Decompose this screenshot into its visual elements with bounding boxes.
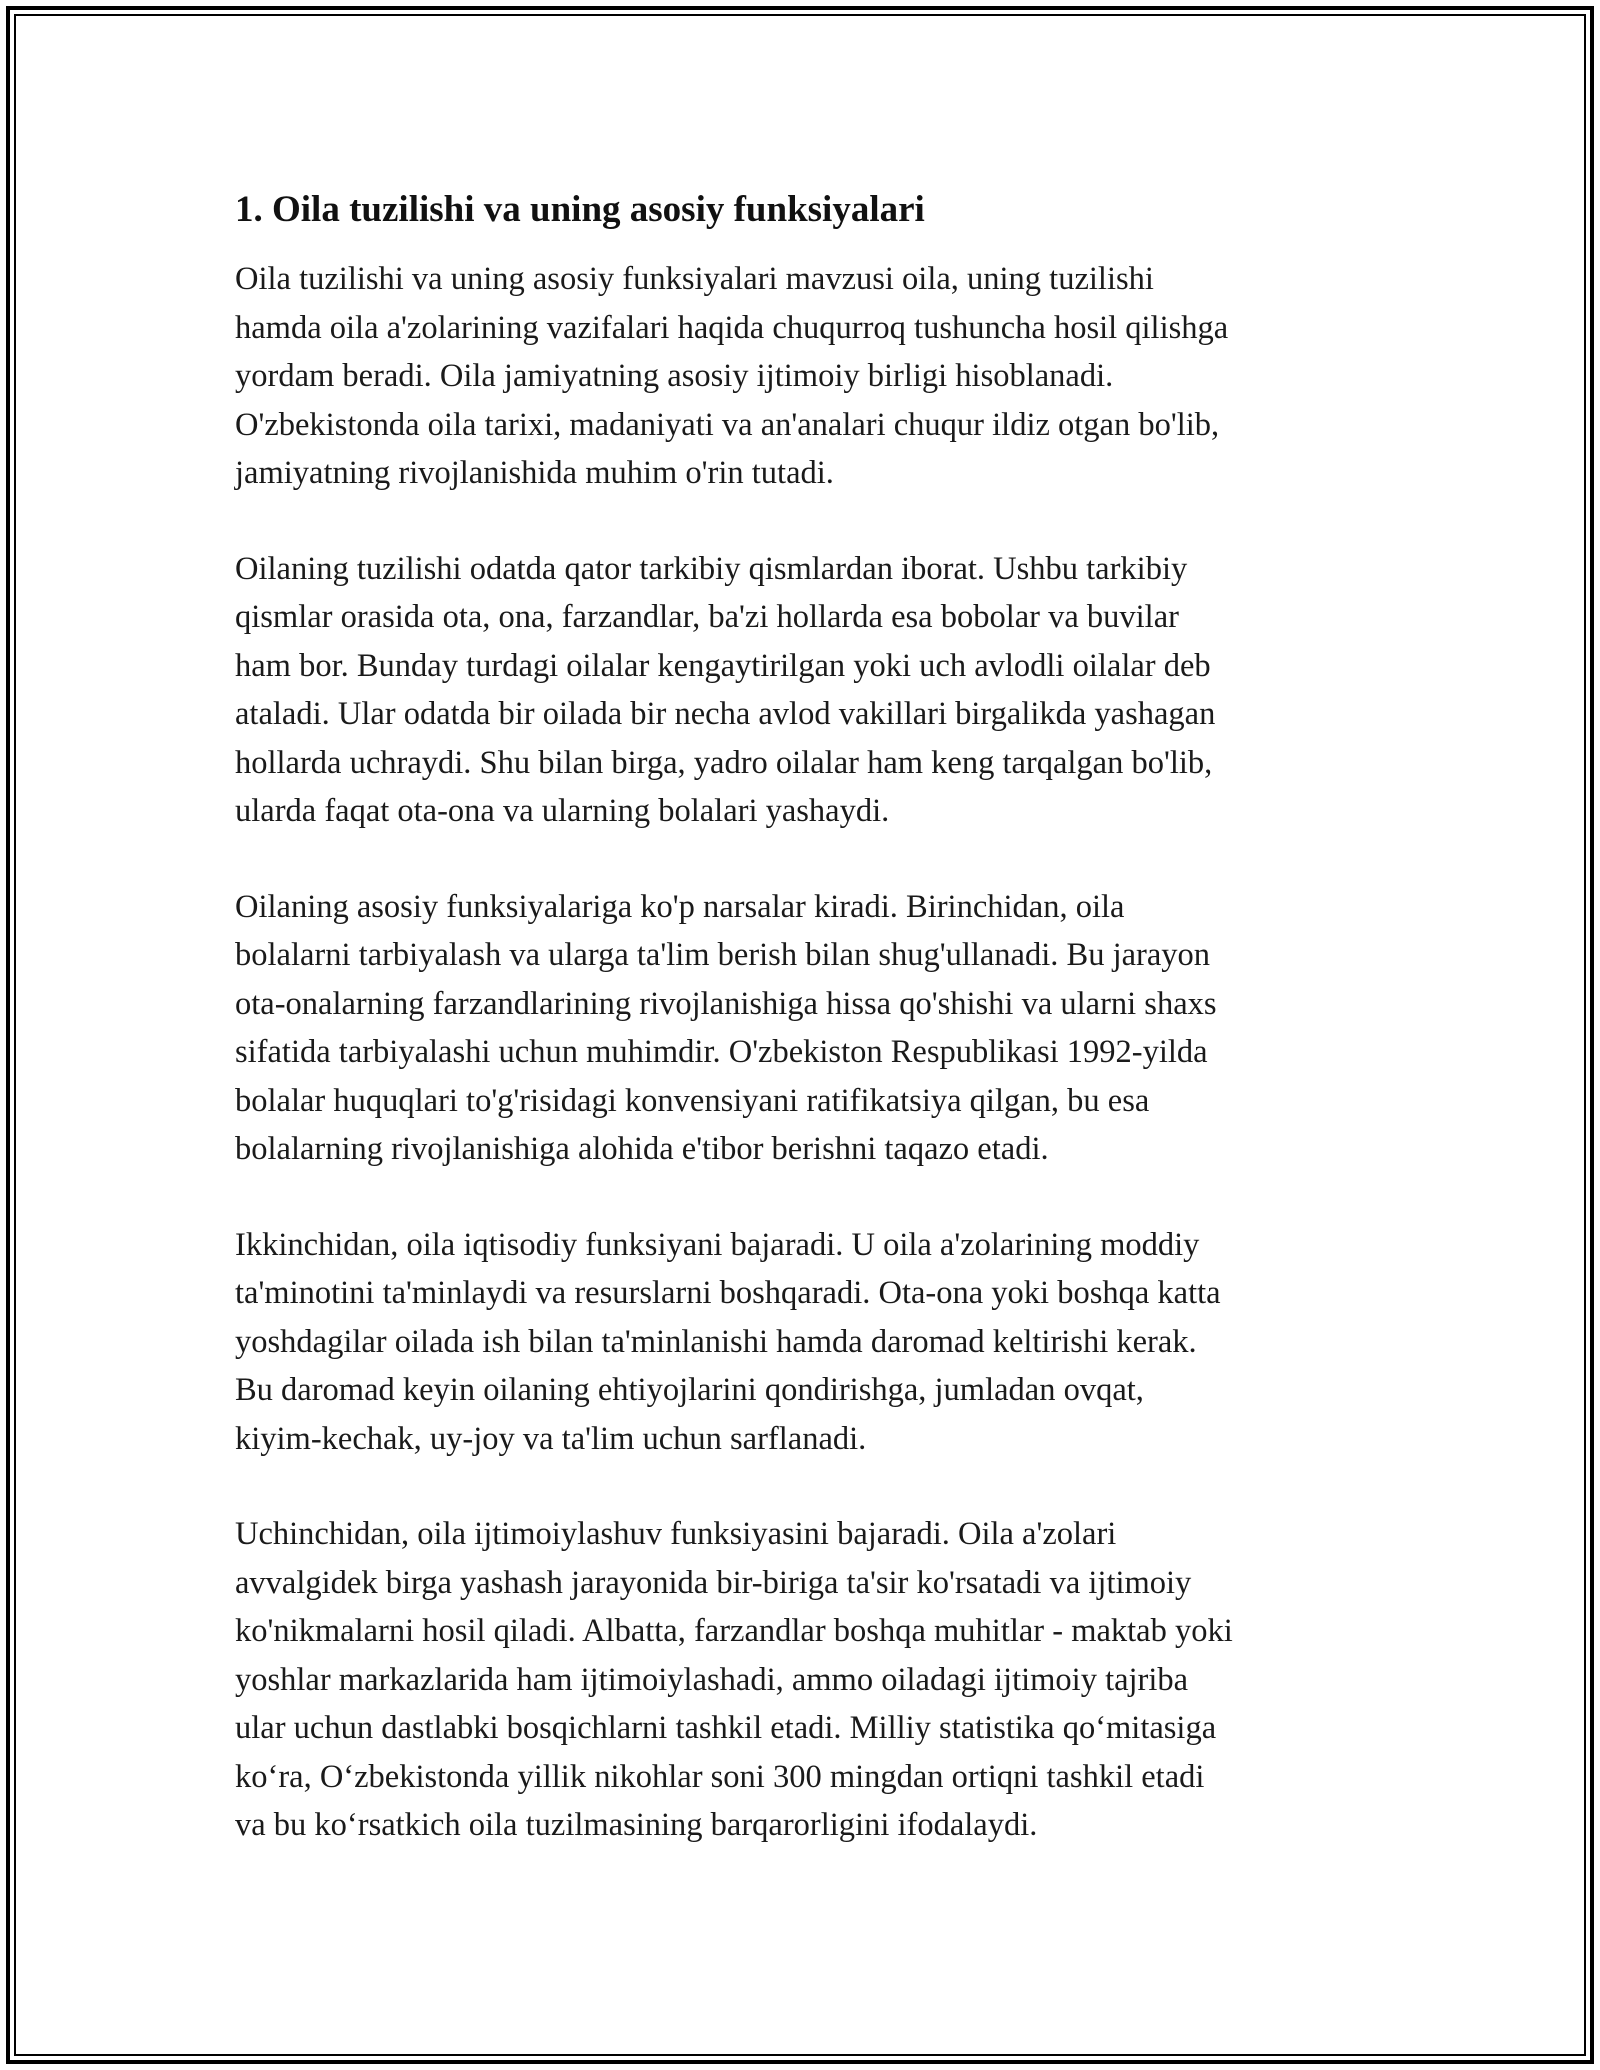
paragraph-economic: Ikkinchidan, oila iqtisodiy funksiyani bajaradi. U oila a'zolarining moddiy ta'minotini ta'minlaydi va resurslarni boshqaradi. Ota-ona yoki boshqa katta yoshdagilar oilada ish bilan ta'minlanishi hamda daromad keltirishi kerak. Bu daromad keyin oilaning ehtiyojlarini qondirishga, jumladan ovqat, kiyim-kechak, uy-joy va ta'lim uchun sarflanadi. xyxy=(235,1226,1221,1457)
paragraph-structure: Oilaning tuzilishi odatda qator tarkibiy qismlardan iborat. Ushbu tarkibiy qismlar orasida ota, ona, farzandlar, ba'zi hollarda esa bobolar va buvilar ham bor. Bunday turdagi oilalar kengaytirilgan yoki uch avlodli oilalar deb ataladi. Ular odatda bir oilada bir necha avlod vakillari birgalikda yashagan hollarda uchraydi. Shu bilan birga, yadro oilalar ham keng tarqalgan bo'lib, ularda faqat ota-ona va ularning bolalari yashaydi. xyxy=(235,550,1216,829)
section-heading: 1. Oila tuzilishi va uning asosiy funksiyalari xyxy=(235,189,925,230)
paragraph-intro: Oila tuzilishi va uning asosiy funksiyalari mavzusi oila, uning tuzilishi hamda oila a'zolarining vazifalari haqida chuqurroq tushuncha hosil qilishga yordam beradi. Oila jamiyatning asosiy ijtimoiy birligi hisoblanadi. O'zbekistonda oila tarixi, madaniyati va an'analari chuqur ildiz otgan bo'lib, jamiyatning rivojlanishida muhim o'rin tutadi. xyxy=(235,261,1229,491)
document-body xyxy=(235,186,1375,1897)
paragraph-functions: Oilaning asosiy funksiyalariga ko'p narsalar kiradi. Birinchidan, oila bolalarni tarbiyalash va ularga ta'lim berish bilan shug'ullanadi. Bu jarayon ota-onalarning farzandlarining rivojlanishiga hissa qo'shishi va ularni shaxs sifatida tarbiyalashi uchun muhimdir. O'zbekiston Respublikasi 1992-yilda bolalar huquqlari to'g'risidagi konvensiyani ratifikatsiya qilgan, bu esa bolalarning rivojlanishiga alohida e'tibor berishni taqazo etadi. xyxy=(235,888,1217,1167)
paragraph-social: Uchinchidan, oila ijtimoiylashuv funksiyasini bajaradi. Oila a'zolari avvalgidek birga yashash jarayonida bir-biriga ta'sir ko'rsatadi va ijtimoiy ko'nikmalarni hosil qiladi. Albatta, farzandlar boshqa muhitlar - maktab yoki yoshlar markazlarida ham ijtimoiylashadi, ammo oiladagi ijtimoiy tajriba ular uchun dastlabki bosqichlarni tashkil etadi. Milliy statistika qo‘mitasiga ko‘ra, O‘zbekistonda yillik nikohlar soni 300 mingdan ortiqni tashkil etadi va bu ko‘rsatkich oila tuzilmasining barqarorligini ifodalaydi. xyxy=(235,1516,1233,1843)
